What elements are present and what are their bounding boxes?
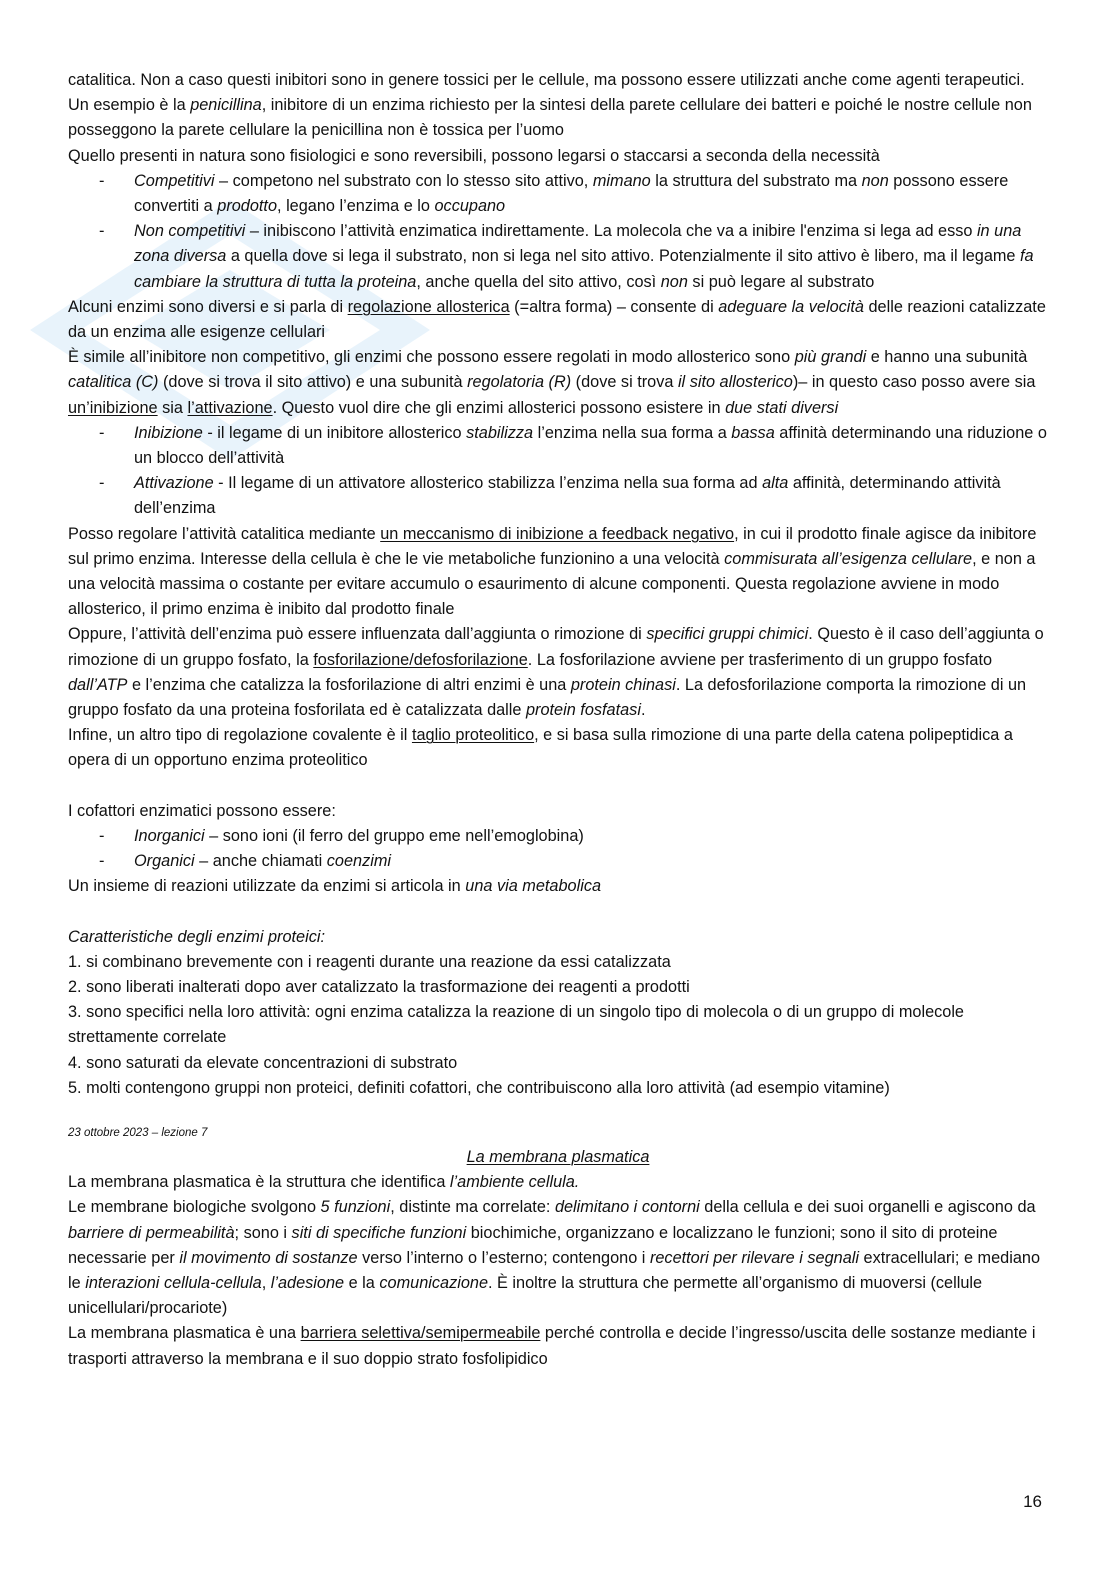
numbered-item: 4. sono saturati da elevate concentrazioni di substrato	[68, 1053, 458, 1072]
inhibitor-types-list	[68, 169, 1048, 295]
blank-line	[68, 1101, 1048, 1115]
paragraph-selective-barrier: La membrana plasmatica è una barriera selettiva/semipermeabile perché controlla e decide l’ingresso/uscita delle sostanze mediante i trasporti attraverso la membrana e il suo doppio strato fosfolipidico	[68, 1324, 1036, 1368]
list-item-inhibition: - Inibizione - il legame di un inibitore allosterico stabilizza l’enzima nella sua forma a bassa affinità determinando una riduzione o un blocco dell’attività	[99, 423, 1047, 468]
paragraph-metabolic-pathway: Un insieme di reazioni utilizzate da enzimi si articola in una via metabolica	[68, 877, 602, 896]
blank-line	[68, 900, 1048, 925]
paragraph-penicillin: catalitica. Non a caso questi inibitori sono in genere tossici per le cellule, ma possono essere utilizzati anche come agenti terapeutici. Un esempio è la penicillina, inibitore di un enzima richiesto per la sintesi della parete cellulare dei batteri e poiché le nostre cellule non posseggono la parete cellulare la penicillina non è tossica per l’uomo	[68, 71, 1032, 140]
list-item-inorganic: - Inorganici – sono ioni (il ferro del gruppo eme nell’emoglobina)	[99, 826, 584, 845]
paragraph-membrane-functions: Le membrane biologiche svolgono 5 funzioni, distinte ma correlate: delimitano i contorni della cellula e dei suoi organelli e agiscono da barriere di permeabilità; sono i siti di specifiche funzioni biochimiche, organizzano e localizzano le funzioni; sono il sito di proteine necessarie per il movimento di sostanze verso l’interno o l’esterno; contengono i recettori per rilevare i segnali extracellulari; e mediano le interazioni cellula-cellula, l’adesione e la comunicazione. È inoltre la struttura che permette all’organismo di muoversi (cellule unicellulari/procariote)	[68, 1198, 1040, 1318]
list-item-non-competitive: - Non competitivi – inibiscono l’attività enzimatica indirettamente. La molecola che va a inibire l'enzima si lega ad esso in una zona diversa a quella dove si lega il substrato, non si lega nel sito attivo. Potenzialmente il sito attivo è libero, ma il legame fa cambiare la struttura di tutta la proteina, anche quella del sito attivo, così non si può legare al substrato	[99, 222, 1034, 291]
section-title: La membrana plasmatica	[466, 1147, 650, 1166]
enzyme-characteristics-list	[68, 950, 1048, 1101]
numbered-item: 5. molti contengono gruppi non proteici, definiti cofattori, che contribuiscono alla loro attività (ad esempio vitamine)	[68, 1078, 890, 1097]
numbered-item: 2. sono liberati inalterati dopo aver catalizzato la trasformazione dei reagenti a prodotti	[68, 977, 690, 996]
cofactors-list	[68, 824, 1048, 874]
paragraph-proteolytic-cleavage: Infine, un altro tipo di regolazione covalente è il taglio proteolitico, e si basa sulla rimozione di una parte della catena polipeptidica a opera di un opportuno enzima proteolitico	[68, 726, 1013, 770]
paragraph-membrane-definition: La membrana plasmatica è la struttura che identifica l’ambiente cellula.	[68, 1173, 580, 1192]
paragraph-natural-inhibitors: Quello presenti in natura sono fisiologici e sono reversibili, possono legarsi o staccarsi a seconda della necessità	[68, 146, 880, 165]
paragraph-allosteric-subunits: È simile all’inibitore non competitivo, gli enzimi che possono essere regolati in modo allosterico sono più grandi e hanno una subunità catalitica (C) (dove si trova il sito attivo) e una subunità regolatoria (R) (dove si trova il sito allosterico)– in questo caso posso avere sia un’inibizione sia l’attivazione. Questo vuol dire che gli enzimi allosterici possono esistere in due stati diversi	[68, 348, 1036, 417]
paragraph-phosphorylation: Oppure, l’attività dell’enzima può essere influenzata dall’aggiunta o rimozione di specifici gruppi chimici. Questo è il caso dell’aggiunta o rimozione di un gruppo fosfato, la fosforilazione/defosforilazione. La fosforilazione avviene per trasferimento di un gruppo fosfato dall’ATP e l’enzima che catalizza la fosforilazione di altri enzimi è una protein chinasi. La defosforilazione comporta la rimozione di un gruppo fosfato da una proteina fosforilata ed è catalizzata dalle protein fosfatasi.	[68, 625, 1044, 720]
paragraph-enzyme-characteristics-heading: Caratteristiche degli enzimi proteici:	[68, 927, 325, 946]
list-item-activation: - Attivazione - Il legame di un attivatore allosterico stabilizza l’enzima nella sua forma ad alta affinità, determinando attività dell’enzima	[99, 474, 1001, 518]
paragraph-allosteric-regulation: Alcuni enzimi sono diversi e si parla di regolazione allosterica (=altra forma) – consente di adeguare la velocità delle reazioni catalizzate da un enzima alle esigenze cellulari	[68, 297, 1046, 342]
allosteric-states-list	[68, 421, 1048, 522]
list-item-competitive: - Competitivi – competono nel substrato con lo stesso sito attivo, mimano la struttura del substrato ma non possono essere convertiti a prodotto, legano l’enzima e lo occupano	[99, 171, 1009, 216]
numbered-item: 1. si combinano brevemente con i reagenti durante una reazione da essi catalizzata	[68, 952, 671, 971]
page-number: 16	[1023, 1492, 1042, 1511]
numbered-item: 3. sono specifici nella loro attività: ogni enzima catalizza la reazione di un singolo tipo di molecola o di un gruppo di molecole strettamente correlate	[68, 1003, 964, 1047]
blank-line	[68, 774, 1048, 799]
list-item-organic: - Organici – anche chiamati coenzimi	[99, 852, 392, 871]
paragraph-cofactors-intro: I cofattori enzimatici possono essere:	[68, 801, 336, 820]
document-body	[68, 68, 1048, 1372]
paragraph-feedback-inhibition: Posso regolare l’attività catalitica mediante un meccanismo di inibizione a feedback negativo, in cui il prodotto finale agisce da inibitore sul primo enzima. Interesse della cellula è che le vie metaboliche funzionino a una velocità commisurata all’esigenza cellulare, e non a una velocità massima o costante per evitare accumulo o esaurimento di alcune componenti. Questa regolazione avviene in modo allosterico, il primo enzima è inibito dal prodotto finale	[68, 524, 1037, 619]
lesson-date: 23 ottobre 2023 – lezione 7	[68, 1126, 208, 1139]
